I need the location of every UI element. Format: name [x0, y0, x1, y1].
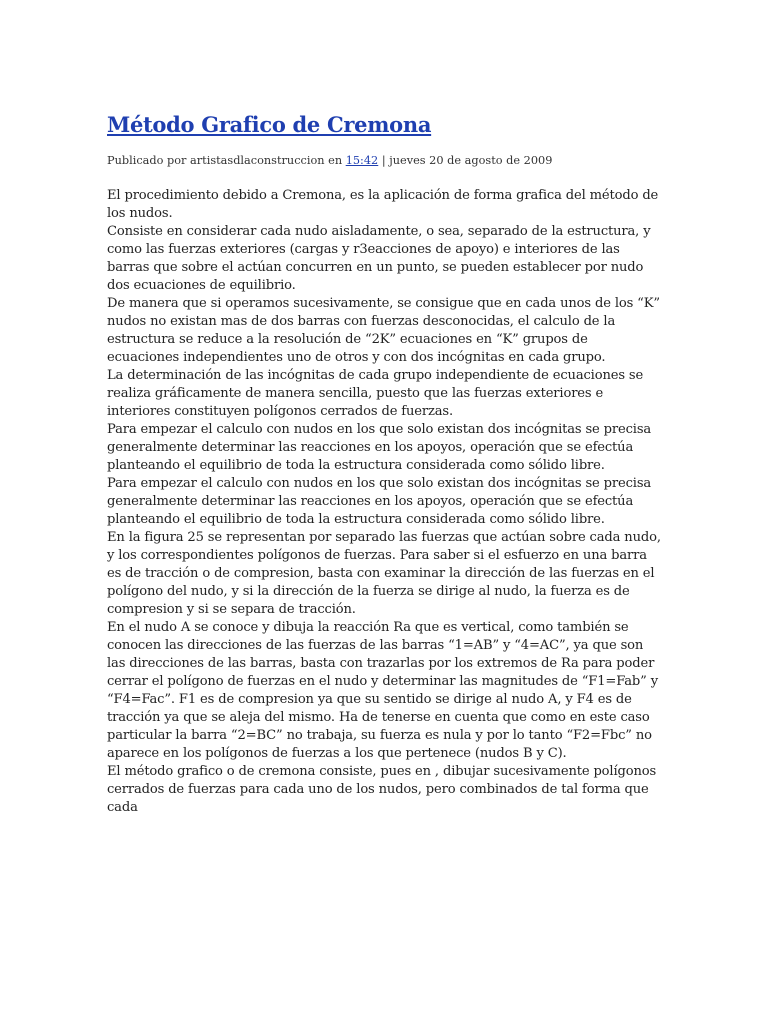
- post-meta: [107, 154, 667, 167]
- post-meta-separator: |: [378, 154, 390, 167]
- post-author-prefix: Publicado por artistasdlaconstruccion en: [107, 154, 346, 167]
- post-date: jueves 20 de agosto de 2009: [389, 154, 553, 167]
- post-time-link[interactable]: 15:42: [345, 154, 379, 167]
- paragraph: En la figura 25 se representan por separado las fuerzas que actúan sobre cada nudo, y los correspondientes polígonos de fuerzas. Para saber si el esfuerzo en una barra es de tracción o de compresion, basta con examinar la dirección de las fuerzas en el polígono del nudo, y si la dirección de la fuerza se dirige al nudo, la fuerza es de compresion y si se separa de tracción.: [107, 530, 661, 617]
- paragraph: El procedimiento debido a Cremona, es la aplicación de forma grafica del método de los nudos.: [107, 188, 659, 221]
- post-body: [107, 187, 662, 817]
- paragraph: La determinación de las incógnitas de cada grupo independiente de ecuaciones se realiza gráficamente de manera sencilla, puesto que las fuerzas exteriores e interiores constituyen polígonos cerrados de fuerzas.: [107, 368, 644, 419]
- paragraph: Para empezar el calculo con nudos en los que solo existan dos incógnitas se precisa generalmente determinar las reacciones en los apoyos, operación que se efectúa planteando el equilibrio de toda la estructura considerada como sólido libre.: [107, 476, 652, 527]
- paragraph: Para empezar el calculo con nudos en los que solo existan dos incógnitas se precisa generalmente determinar las reacciones en los apoyos, operación que se efectúa planteando el equilibrio de toda la estructura considerada como sólido libre.: [107, 422, 652, 473]
- paragraph: En el nudo A se conoce y dibuja la reacción Ra que es vertical, como también se conocen las direcciones de las fuerzas de las barras “1=AB” y “4=AC”, ya que son las direcciones de las barras, basta con trazarlas por los extremos de Ra para poder cerrar el polígono de fuerzas en el nudo y determinar las magnitudes de “F1=Fab” y “F4=Fac”. F1 es de compresion ya que su sentido se dirige al nudo A, y F4 es de tracción ya que se aleja del mismo. Ha de tenerse en cuenta que como en este caso particular la barra “2=BC” no trabaja, su fuerza es nula y por lo tanto “F2=Fbc” no aparece en los polígonos de fuerzas a los que pertenece (nudos B y C).: [107, 620, 658, 761]
- paragraph: El método grafico o de cremona consiste, pues en , dibujar sucesivamente polígonos cerrados de fuerzas para cada uno de los nudos, pero combinados de tal forma que cada: [107, 764, 657, 815]
- post-title-link[interactable]: Método Grafico de Cremona: [107, 112, 432, 137]
- paragraph: De manera que si operamos sucesivamente, se consigue que en cada unos de los “K” nudos no existan mas de dos barras con fuerzas desconocidas, el calculo de la estructura se reduce a la resolución de “2K” ecuaciones en “K” grupos de ecuaciones independientes uno de otros y con dos incógnitas en cada grupo.: [107, 296, 660, 365]
- paragraph: Consiste en considerar cada nudo aisladamente, o sea, separado de la estructura, y como las fuerzas exteriores (cargas y r3eacciones de apoyo) e interiores de las barras que sobre el actúan concurren en un punto, se pueden establecer por nudo dos ecuaciones de equilibrio.: [107, 224, 651, 293]
